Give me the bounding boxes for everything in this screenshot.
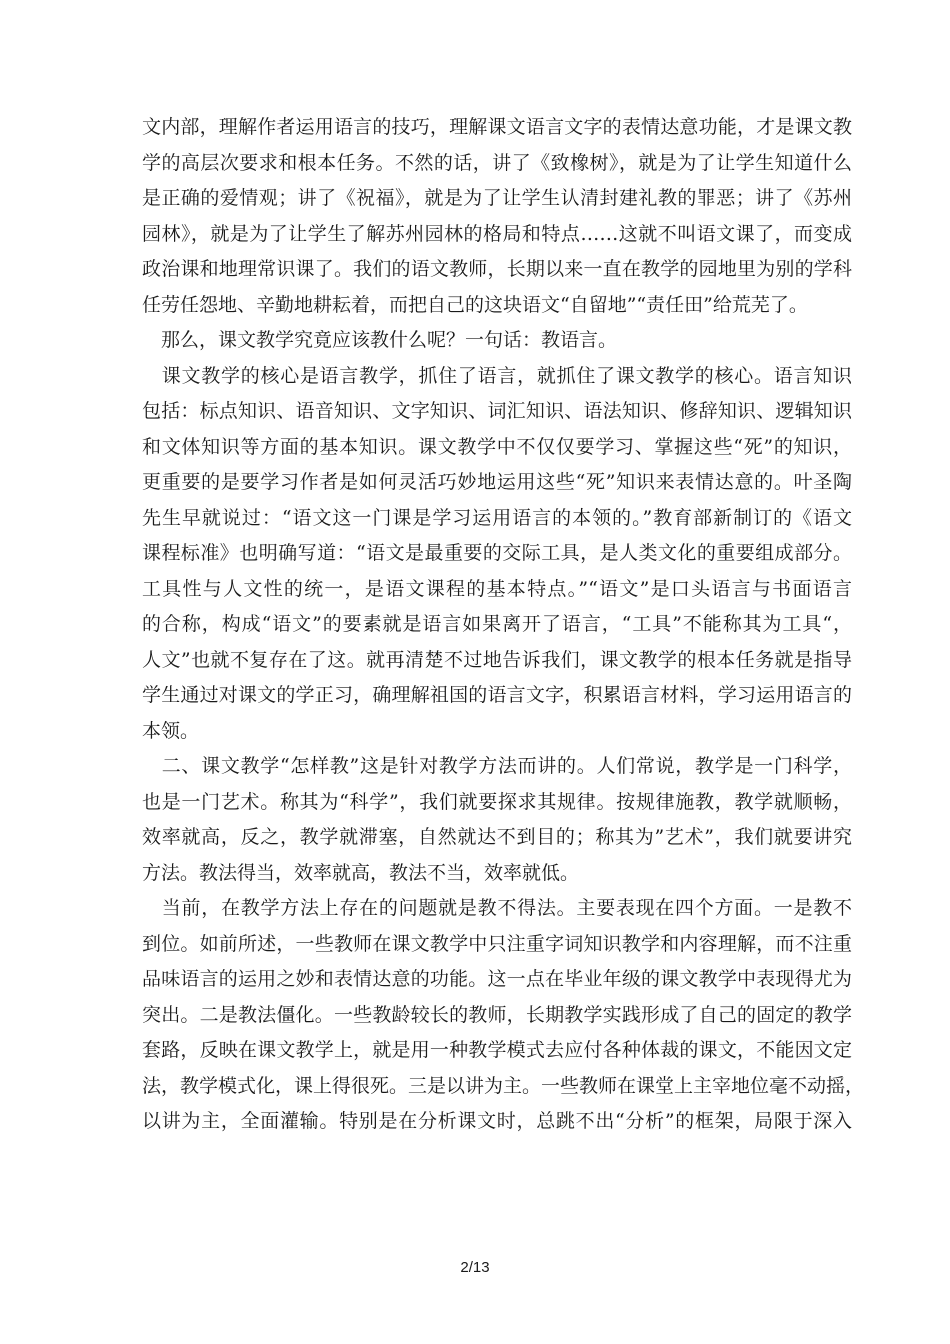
text-line: 方法。教法得当，效率就高，教法不当，效率就低。 xyxy=(142,861,580,884)
text-line: 到位。如前所述，一些教师在课文教学中只注重字词知识教学和内容理解，而不注重 xyxy=(142,932,852,955)
text-line: 人文”也就不复存在了这。就再清楚不过地告诉我们，课文教学的根本任务就是指导 xyxy=(142,648,852,671)
text-line: 也是一门艺术。称其为“科学”，我们就要探求其规律。按规律施教，教学就顺畅， xyxy=(142,790,852,813)
text-line: 效率就高，反之，教学就滞塞，自然就达不到目的；称其为”艺术”，我们就要讲究 xyxy=(142,826,852,848)
paragraph-first-line: 当前，在教学方法上存在的问题就是教不得法。主要表现在四个方面。一是教不 xyxy=(142,897,852,919)
text-line: 任劳任怨地、辛勤地耕耘着，而把自己的这块语文“自留地”“责任田”给荒芜了。 xyxy=(142,293,808,316)
text-line: 更重要的是要学习作者是如何灵活巧妙地运用这些“死”知识来表情达意的。叶圣陶 xyxy=(142,471,852,493)
text-line: 和文体知识等方面的基本知识。课文教学中不仅仅要学习、掌握这些“死”的知识， xyxy=(142,435,852,458)
body-text xyxy=(142,110,865,1140)
text-line: 的合称，构成“语文”的要素就是语言如果离开了语言，“工具”不能称其为工具“， xyxy=(142,613,852,635)
text-line: 学的高层次要求和根本任务。不然的话，讲了《致橡树》，就是为了让学生知道什么 xyxy=(142,151,852,174)
text-line: 园林》，就是为了让学生了解苏州园林的格局和特点……这就不叫语文课了，而变成 xyxy=(142,222,852,245)
text-line: 先生早就说过：“语文这一门课是学习运用语言的本领的。”教育部新制订的《语文 xyxy=(142,506,852,529)
text-line: 套路，反映在课文教学上，就是用一种教学模式去应付各种体裁的课文，不能因文定 xyxy=(142,1039,852,1061)
paragraph-first-line: 二、课文教学“怎样教”这是针对教学方法而讲的。人们常说，教学是一门科学， xyxy=(142,755,852,777)
text-line: 学生通过对课文的学正习，确理解祖国的语言文字，积累语言材料，学习运用语言的 xyxy=(142,684,852,706)
page-number: 2/13 xyxy=(460,1259,490,1276)
text-line: 突出。二是教法僵化。一些教龄较长的教师，长期教学实践形成了自己的固定的教学 xyxy=(142,1003,852,1026)
text-line: 本领。 xyxy=(142,719,200,742)
text-line: 包括：标点知识、语音知识、文字知识、词汇知识、语法知识、修辞知识、逻辑知识 xyxy=(142,400,852,422)
text-line: 文内部，理解作者运用语言的技巧，理解课文语言文字的表情达意功能，才是课文教 xyxy=(142,116,852,138)
paragraph-first-line: 那么，课文教学究竟应该教什么呢？一句话：教语言。 xyxy=(142,329,618,351)
text-line: 课程标准》也明确写道：“语文是最重要的交际工具，是人类文化的重要组成部分。 xyxy=(142,542,852,564)
text-line: 品味语言的运用之妙和表情达意的功能。这一点在毕业年级的课文教学中表现得尤为 xyxy=(142,968,852,990)
text-line: 工具性与人文性的统一，是语文课程的基本特点。”“语文”是口头语言与书面语言 xyxy=(142,577,852,600)
text-line: 以讲为主，全面灌输。特别是在分析课文时，总跳不出“分析”的框架，局限于深入 xyxy=(142,1110,852,1132)
text-line: 是正确的爱情观；讲了《祝福》，就是为了让学生认清封建礼教的罪恶；讲了《苏州 xyxy=(142,187,852,209)
paragraph-first-line: 课文教学的核心是语言教学，抓住了语言，就抓住了课文教学的核心。语言知识 xyxy=(142,364,852,387)
text-line: 法，教学模式化，课上得很死。三是以讲为主。一些教师在课堂上主宰地位毫不动摇， xyxy=(142,1074,865,1097)
text-line: 政治课和地理常识课了。我们的语文教师，长期以来一直在教学的园地里为别的学科 xyxy=(142,258,852,280)
